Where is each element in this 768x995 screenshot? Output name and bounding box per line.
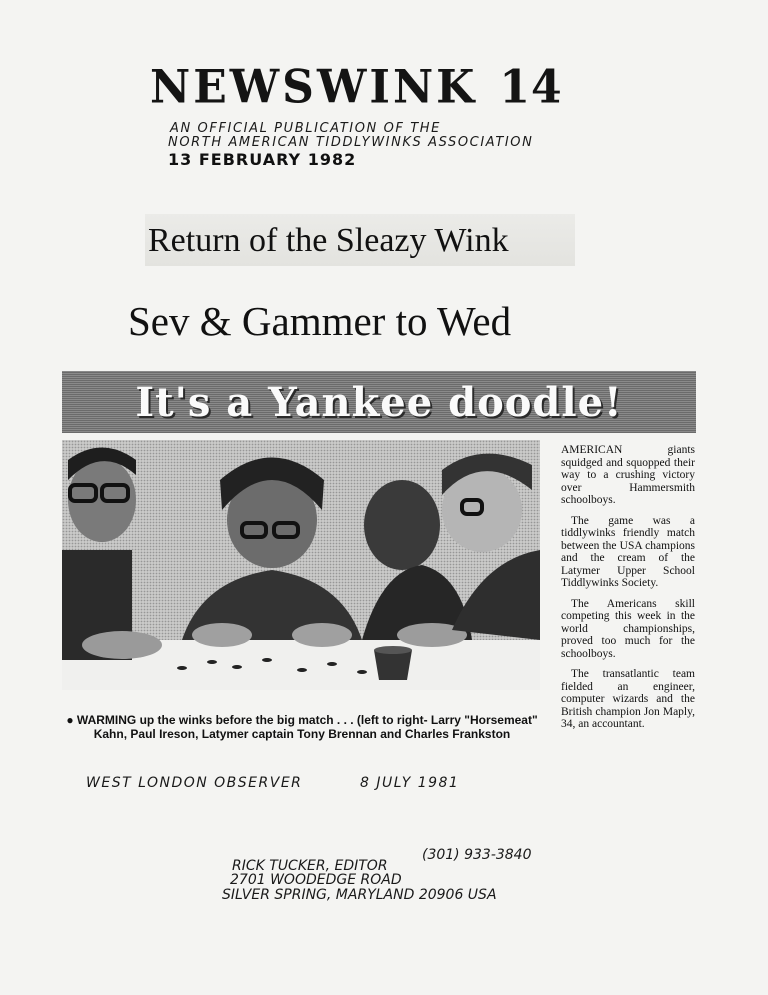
news-photo [62, 440, 540, 690]
article-paragraph: The Americans skill competing this week in the world championships, proved too much for the schoolboys. [561, 597, 695, 660]
caption-text: WARMING up the winks before the big match . . . (left to right- Larry "Horsemeat" Kahn, Paul Ireson, Latymer captain Tony Brennan and Charles Frankston [76, 713, 538, 741]
article-paragraph: AMERICAN giants squidged and squopped their way to a crushing victory over Hammersmith schoolboys. [561, 444, 695, 506]
subtitle-line-1: AN OFFICIAL PUBLICATION OF THE [170, 121, 441, 136]
players-photo-illustration [62, 440, 540, 690]
editor-city: SILVER SPRING, MARYLAND 20906 USA [222, 887, 497, 903]
source-paper: WEST LONDON OBSERVER [86, 775, 303, 791]
headline-sev-gammer: Sev & Gammer to Wed [128, 298, 512, 344]
masthead-title: NEWSWINK [150, 60, 478, 115]
photo-caption [60, 713, 544, 741]
issue-number: 14 [499, 60, 563, 115]
clipping-banner [62, 371, 696, 433]
wink-pot [374, 646, 412, 680]
article-column [561, 444, 695, 739]
editor-phone: (301) 933-3840 [422, 847, 532, 863]
article-paragraph: The transatlantic team fielded an engineer, computer wizards and the British champion Jon Maply, 34, an accountant. [561, 668, 695, 730]
editor-name: RICK TUCKER, EDITOR [232, 858, 388, 874]
article-paragraph: The game was a tiddlywinks friendly match between the USA champions and the cream of the Latymer Upper School Tiddlywinks Society. [561, 514, 695, 589]
banner-headline: It's a Yankee doodle! [135, 378, 623, 426]
subtitle-line-2: NORTH AMERICAN TIDDLYWINKS ASSOCIATION [168, 135, 534, 150]
caption-bullet: ● [66, 713, 74, 727]
publication-date: 13 FEBRUARY 1982 [168, 150, 357, 169]
source-date: 8 JULY 1981 [360, 775, 460, 791]
headline-sleazy-wink: Return of the Sleazy Wink [148, 222, 509, 259]
newsletter-masthead [150, 61, 620, 115]
editor-street: 2701 WOODEDGE ROAD [230, 872, 402, 888]
